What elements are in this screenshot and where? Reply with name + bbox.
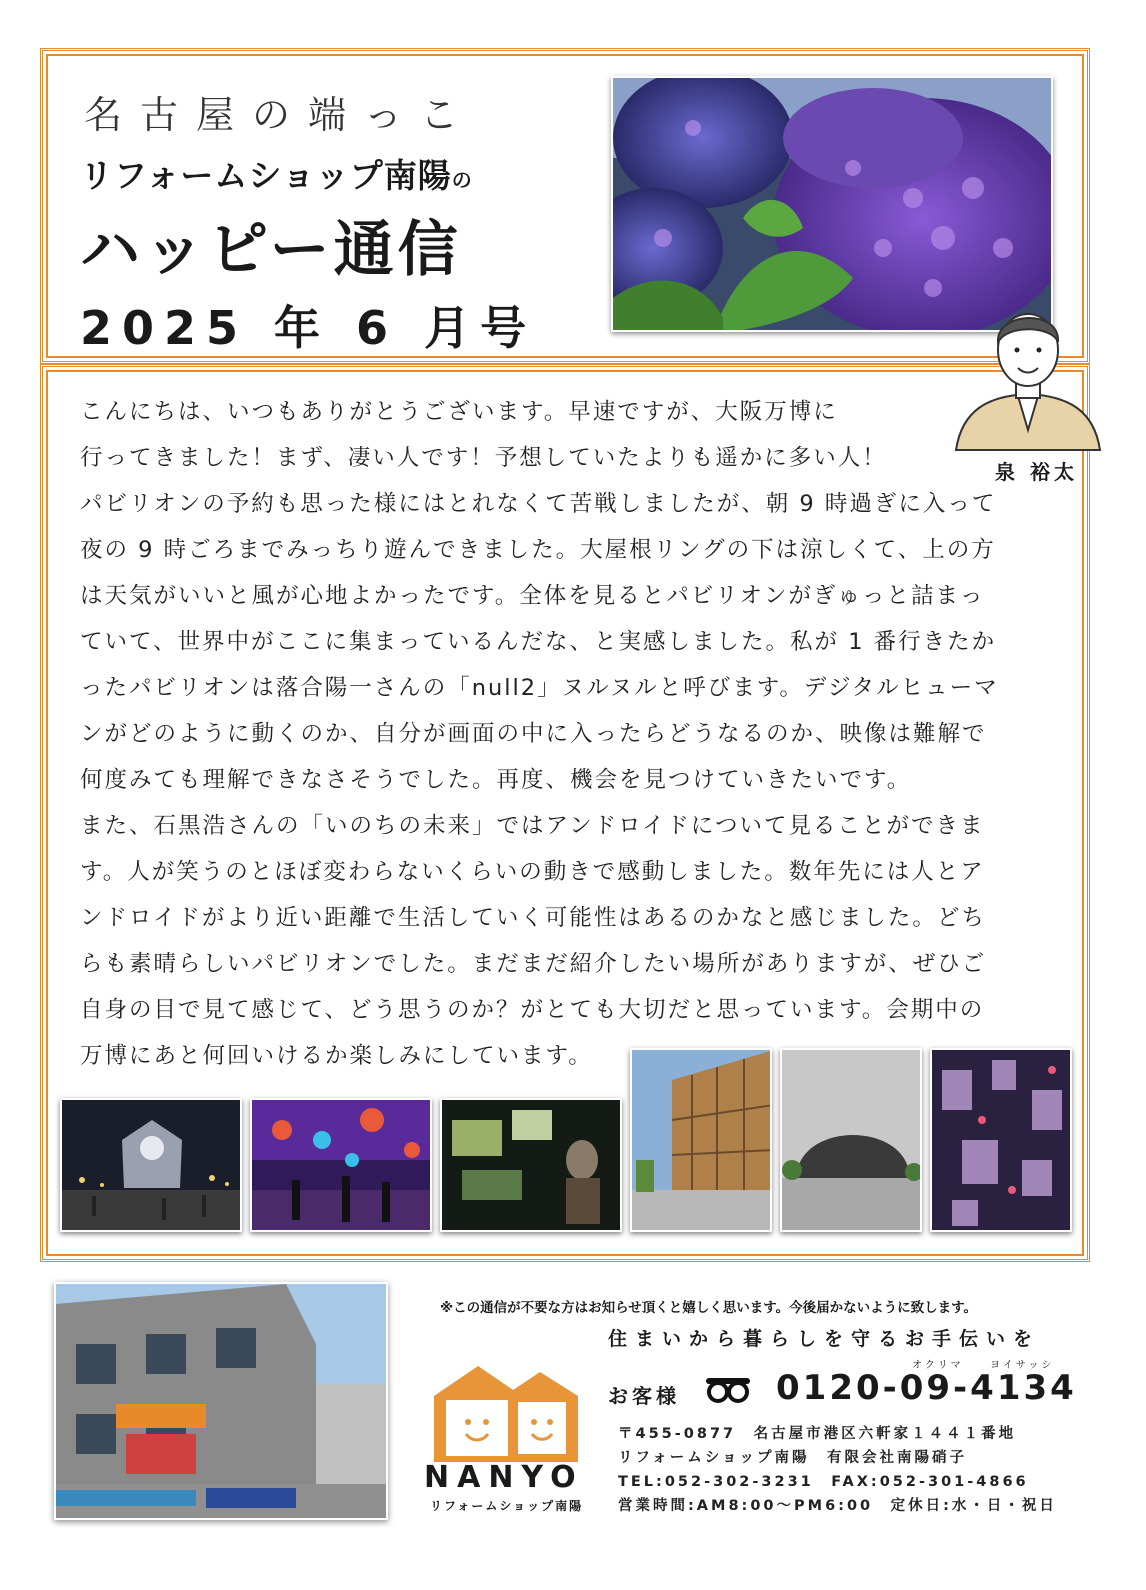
logo-wordmark: NANYO — [424, 1460, 584, 1495]
android-exhibit-photo — [440, 1098, 622, 1232]
article-line: 行ってきました！まず、凄い人です！予想していたよりも遥かに多い人！ — [80, 445, 887, 471]
dark-pavilion-photo — [780, 1048, 922, 1232]
tel-fax: TEL:052-302-3231 FAX:052-301-4866 — [618, 1474, 1029, 1490]
phone-number[interactable]: 0120-09-4134 — [776, 1368, 1077, 1408]
customer-label: お客様 — [608, 1384, 680, 1408]
article-line: ンがどのように動くのか、自分が画面の中に入ったらどうなるのか、映像は難解で — [80, 721, 987, 747]
unsubscribe-notice: ※この通信が不要な方はお知らせ頂くと嬉しく思います。今後届かないように致します。 — [440, 1300, 978, 1316]
mirror-pavilion-photo — [250, 1098, 432, 1232]
business-hours: 営業時間:AM8:00～PM6:00 定休日:水・日・祝日 — [618, 1498, 1057, 1514]
article-line: パビリオンの予約も思った様にはとれなくて苦戦しましたが、朝 9 時過ぎに入って — [80, 491, 997, 517]
article-line: す。人が笑うのとほぼ変わらないくらいの動きで感動しました。数年先には人とア — [80, 859, 985, 885]
dotted-installation-photo — [930, 1048, 1072, 1232]
shop-name: リフォームショップ南陽 — [80, 156, 452, 195]
phone-ruby-2: ヨイサッシ — [990, 1360, 1055, 1371]
store-building-photo — [54, 1282, 388, 1520]
article-line: 自身の目で見て感じて、どう思うのか？がとても大切だと思っています。会期中の — [80, 997, 985, 1023]
grand-ring-photo — [630, 1048, 772, 1232]
article-line: ったパビリオンは落合陽一さんの「null2」ヌルヌルと呼びます。デジタルヒューマ — [80, 675, 999, 701]
article-line: また、石黒浩さんの「いのちの未来」ではアンドロイドについて見ることができま — [80, 813, 985, 839]
subtitle: 名古屋の端っこ — [84, 93, 477, 137]
free-dial-icon — [704, 1374, 752, 1404]
author-name: 泉 裕太 — [995, 460, 1078, 484]
hydrangea-photo — [611, 76, 1053, 332]
nanyo-house-logo-icon — [430, 1362, 582, 1466]
article-line: ていて、世界中がここに集まっているんだな、と実感しました。私が 1 番行きたか — [80, 629, 997, 655]
article-line: 万博にあと何回いけるか楽しみにしています。 — [80, 1043, 593, 1069]
article-line: は天気がいいと風が心地よかったです。全体を見るとパビリオンがぎゅっと詰まっ — [80, 583, 985, 609]
author-illustration — [948, 300, 1108, 460]
company-name: リフォームショップ南陽 有限会社南陽硝子 — [618, 1450, 967, 1466]
article-line: 何度みても理解できなさそうでした。再度、機会を見つけていきたいです。 — [80, 767, 912, 793]
issue-date: 2025 年 6 月号 — [80, 301, 537, 355]
article-line: 夜の 9 時ごろまでみっちり遊んできました。大屋根リングの下は涼しくて、上の方 — [80, 537, 996, 563]
article-line: ンドロイドがより近い距離で生活していく可能性はあるのかなと感じました。どち — [80, 905, 986, 931]
expo-night-photo — [60, 1098, 242, 1232]
newsletter-title: ハッピー通信 — [80, 215, 462, 285]
tagline: 住まいから暮らしを守るお手伝いを — [608, 1328, 1041, 1350]
address: 〒455-0877 名古屋市港区六軒家１４４１番地 — [618, 1426, 1017, 1442]
logo-subtitle: リフォームショップ南陽 — [430, 1499, 584, 1513]
phone-ruby-1: オクリマ — [912, 1360, 964, 1371]
article-line: こんにちは、いつもありがとうございます。早速ですが、大阪万博に — [80, 399, 838, 425]
shop-particle: の — [451, 168, 473, 192]
shop-title — [80, 150, 473, 197]
article-line: らも素晴らしいパビリオンでした。まだまだ紹介したい場所がありますが、ぜひご — [80, 951, 987, 977]
